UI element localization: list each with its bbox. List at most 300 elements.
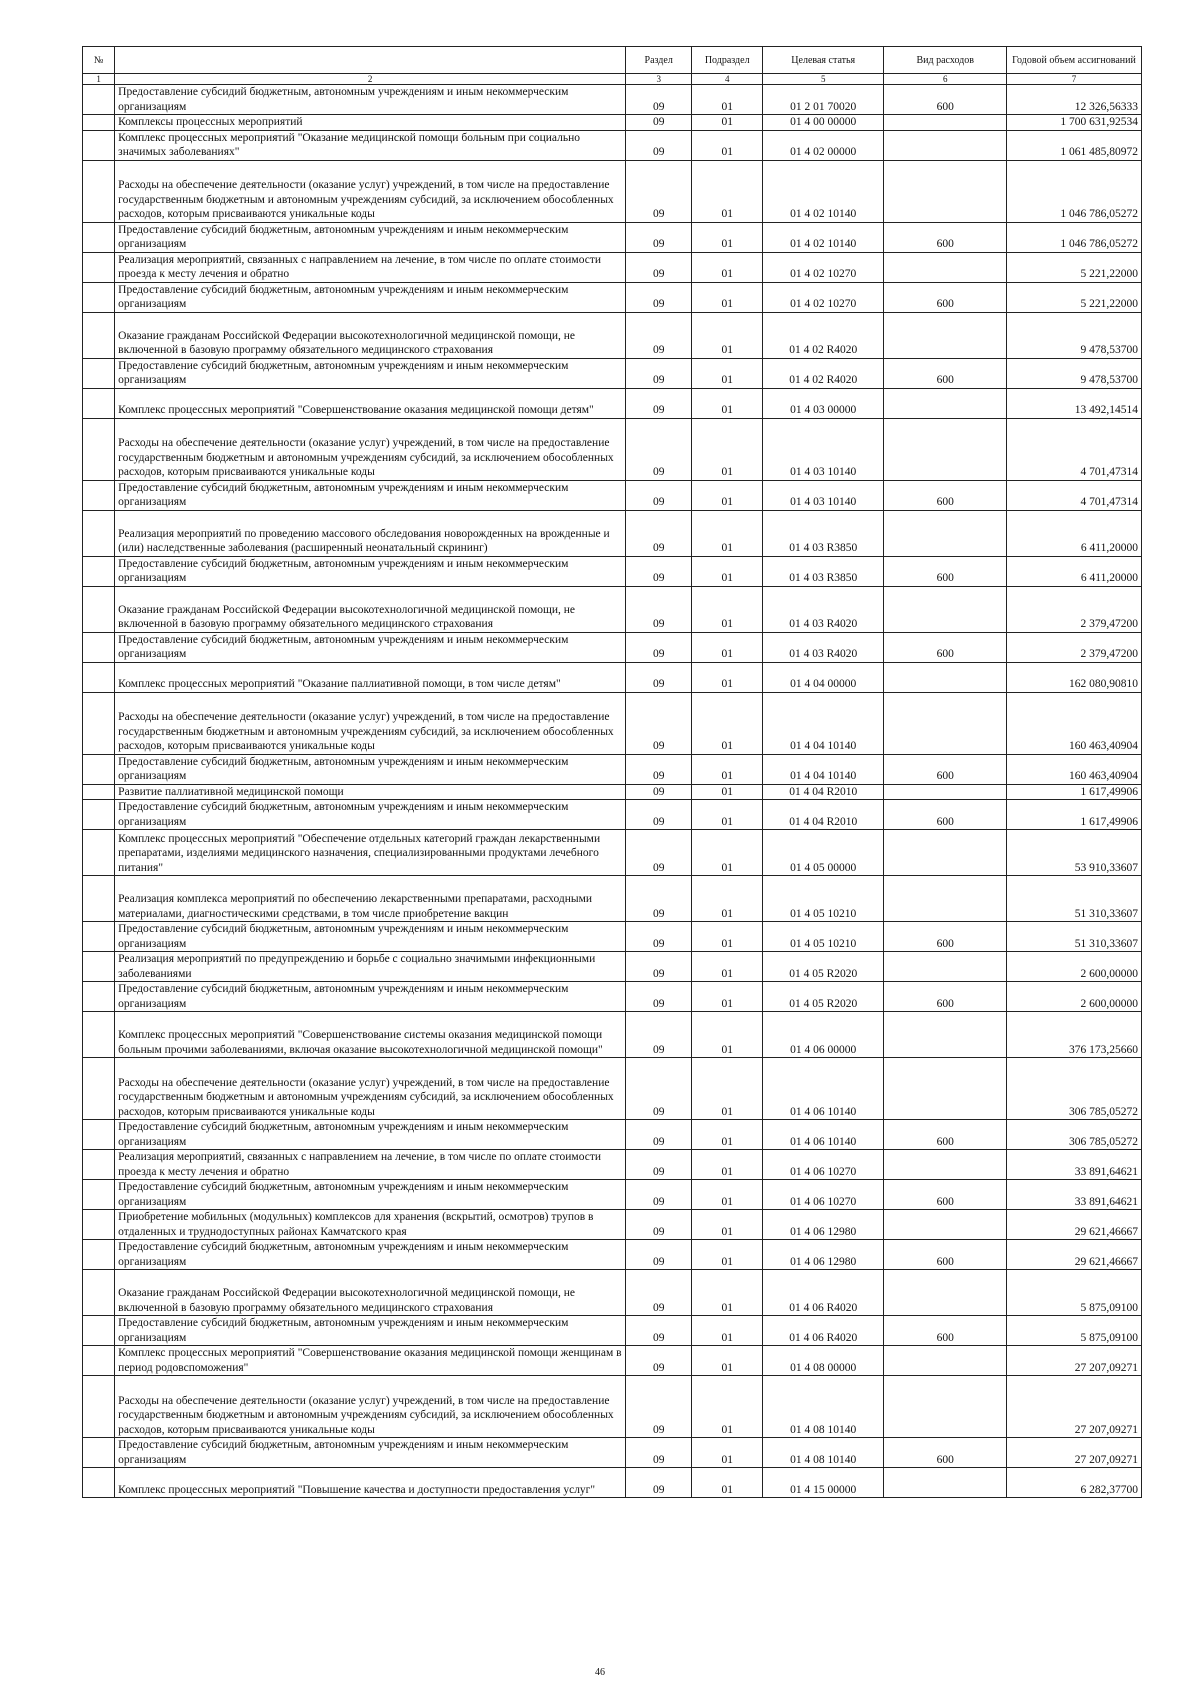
table-row [83, 358, 1142, 388]
expense-type-code [884, 1346, 1007, 1376]
header-annual-volume: Годовой объем ассигнований [1006, 47, 1141, 74]
target-article-code: 01 4 06 10270 [763, 1150, 884, 1180]
target-article-code: 01 4 04 10140 [763, 754, 884, 784]
item-name: Предоставление субсидий бюджетным, автономным учреждениям и иным некоммерческим организациям [115, 222, 626, 252]
section-code: 09 [625, 662, 691, 692]
item-name: Реализация мероприятий, связанных с направлением на лечение, в том числе по оплате стоимости проезда к месту лечения и обратно [115, 252, 626, 282]
column-number: 1 [83, 74, 115, 85]
row-number-cell [83, 480, 115, 510]
target-article-code: 01 4 05 10210 [763, 876, 884, 922]
section-code: 09 [625, 510, 691, 556]
subsection-code: 01 [692, 1012, 763, 1058]
target-article-code: 01 4 02 10140 [763, 222, 884, 252]
annual-amount: 162 080,90810 [1006, 662, 1141, 692]
annual-amount: 29 621,46667 [1006, 1240, 1141, 1270]
row-number-cell [83, 754, 115, 784]
annual-amount: 33 891,64621 [1006, 1180, 1141, 1210]
section-code: 09 [625, 922, 691, 952]
subsection-code: 01 [692, 1270, 763, 1316]
target-article-code: 01 4 02 10270 [763, 252, 884, 282]
annual-amount: 5 875,09100 [1006, 1270, 1141, 1316]
row-number-cell [83, 282, 115, 312]
annual-amount: 2 379,47200 [1006, 632, 1141, 662]
subsection-code: 01 [692, 556, 763, 586]
expense-type-code [884, 784, 1007, 800]
row-number-cell [83, 800, 115, 830]
subsection-code: 01 [692, 388, 763, 418]
section-code: 09 [625, 1058, 691, 1120]
subsection-code: 01 [692, 1240, 763, 1270]
annual-amount: 6 411,20000 [1006, 556, 1141, 586]
annual-amount: 13 492,14514 [1006, 388, 1141, 418]
row-number-cell [83, 252, 115, 282]
section-code: 09 [625, 480, 691, 510]
target-article-code: 01 4 03 00000 [763, 388, 884, 418]
table-row [83, 830, 1142, 876]
table-row [83, 1058, 1142, 1120]
target-article-code: 01 4 08 10140 [763, 1376, 884, 1438]
row-number-cell [83, 85, 115, 115]
annual-amount: 5 221,22000 [1006, 252, 1141, 282]
expense-type-code: 600 [884, 480, 1007, 510]
expense-type-code: 600 [884, 556, 1007, 586]
annual-amount: 2 600,00000 [1006, 952, 1141, 982]
target-article-code: 01 4 05 00000 [763, 830, 884, 876]
section-code: 09 [625, 632, 691, 662]
section-code: 09 [625, 282, 691, 312]
expense-type-code: 600 [884, 222, 1007, 252]
section-code: 09 [625, 692, 691, 754]
target-article-code: 01 4 06 12980 [763, 1240, 884, 1270]
expense-type-code [884, 1058, 1007, 1120]
expense-type-code [884, 1270, 1007, 1316]
row-number-cell [83, 1058, 115, 1120]
target-article-code: 01 4 05 R2020 [763, 952, 884, 982]
target-article-code: 01 4 02 10270 [763, 282, 884, 312]
expense-type-code [884, 252, 1007, 282]
table-body [83, 85, 1142, 1498]
table-row [83, 982, 1142, 1012]
section-code: 09 [625, 1316, 691, 1346]
row-number-cell [83, 1376, 115, 1438]
expense-type-code: 600 [884, 282, 1007, 312]
annual-amount: 1 046 786,05272 [1006, 160, 1141, 222]
target-article-code: 01 4 06 10140 [763, 1120, 884, 1150]
item-name: Комплекс процессных мероприятий "Оказание медицинской помощи больным при социально значимых заболеваниях" [115, 130, 626, 160]
section-code: 09 [625, 1180, 691, 1210]
column-number: 4 [692, 74, 763, 85]
subsection-code: 01 [692, 800, 763, 830]
target-article-code: 01 4 06 00000 [763, 1012, 884, 1058]
table-row [83, 115, 1142, 131]
expense-type-code: 600 [884, 1180, 1007, 1210]
table-row [83, 1240, 1142, 1270]
subsection-code: 01 [692, 586, 763, 632]
target-article-code: 01 4 00 00000 [763, 115, 884, 131]
target-article-code: 01 4 03 R4020 [763, 632, 884, 662]
subsection-code: 01 [692, 358, 763, 388]
expense-type-code: 600 [884, 85, 1007, 115]
row-number-cell [83, 388, 115, 418]
row-number-cell [83, 130, 115, 160]
item-name: Расходы на обеспечение деятельности (оказание услуг) учреждений, в том числе на предоставление государственным бюджетным и автономным учреждениям субсидий, за исключением обособленных расходов, которым присваиваются уникальные коды [115, 692, 626, 754]
annual-amount: 160 463,40904 [1006, 754, 1141, 784]
row-number-cell [83, 1270, 115, 1316]
item-name: Предоставление субсидий бюджетным, автономным учреждениям и иным некоммерческим организациям [115, 358, 626, 388]
table-row [83, 282, 1142, 312]
expense-type-code [884, 510, 1007, 556]
section-code: 09 [625, 1376, 691, 1438]
target-article-code: 01 4 02 R4020 [763, 312, 884, 358]
row-number-cell [83, 312, 115, 358]
table-row [83, 1468, 1142, 1498]
annual-amount: 9 478,53700 [1006, 312, 1141, 358]
target-article-code: 01 4 03 R3850 [763, 556, 884, 586]
page-number: 46 [595, 1667, 605, 1678]
row-number-cell [83, 1346, 115, 1376]
expense-type-code: 600 [884, 632, 1007, 662]
row-number-cell [83, 876, 115, 922]
item-name: Предоставление субсидий бюджетным, автономным учреждениям и иным некоммерческим организациям [115, 632, 626, 662]
subsection-code: 01 [692, 1150, 763, 1180]
document-page [82, 46, 1142, 1498]
row-number-cell [83, 1012, 115, 1058]
table-row [83, 222, 1142, 252]
target-article-code: 01 4 02 10140 [763, 160, 884, 222]
subsection-code: 01 [692, 876, 763, 922]
item-name: Оказание гражданам Российской Федерации высокотехнологичной медицинской помощи, не включенной в базовую программу обязательного медицинского страхования [115, 312, 626, 358]
target-article-code: 01 4 06 10140 [763, 1058, 884, 1120]
table-row [83, 1150, 1142, 1180]
annual-amount: 27 207,09271 [1006, 1346, 1141, 1376]
table-row [83, 1180, 1142, 1210]
target-article-code: 01 4 04 R2010 [763, 800, 884, 830]
section-code: 09 [625, 1120, 691, 1150]
item-name: Реализация мероприятий по предупреждению и борьбе с социально значимыми инфекционными заболеваниями [115, 952, 626, 982]
expense-type-code [884, 876, 1007, 922]
row-number-cell [83, 1240, 115, 1270]
annual-amount: 9 478,53700 [1006, 358, 1141, 388]
expense-type-code [884, 830, 1007, 876]
item-name: Реализация комплекса мероприятий по обеспечению лекарственными препаратами, расходными материалами, диагностическими средствами, в том числе приобретение вакцин [115, 876, 626, 922]
column-number: 6 [884, 74, 1007, 85]
table-row [83, 130, 1142, 160]
expense-type-code: 600 [884, 1316, 1007, 1346]
subsection-code: 01 [692, 130, 763, 160]
row-number-cell [83, 662, 115, 692]
annual-amount: 4 701,47314 [1006, 480, 1141, 510]
subsection-code: 01 [692, 1468, 763, 1498]
subsection-code: 01 [692, 1120, 763, 1150]
subsection-code: 01 [692, 1058, 763, 1120]
target-article-code: 01 4 02 R4020 [763, 358, 884, 388]
annual-amount: 306 785,05272 [1006, 1058, 1141, 1120]
table-row [83, 1012, 1142, 1058]
item-name: Оказание гражданам Российской Федерации высокотехнологичной медицинской помощи, не включенной в базовую программу обязательного медицинского страхования [115, 586, 626, 632]
section-code: 09 [625, 115, 691, 131]
section-code: 09 [625, 784, 691, 800]
column-number: 7 [1006, 74, 1141, 85]
table-row [83, 922, 1142, 952]
row-number-cell [83, 1316, 115, 1346]
header-name [115, 47, 626, 74]
subsection-code: 01 [692, 922, 763, 952]
header-subsection: Подраздел [692, 47, 763, 74]
table-row [83, 388, 1142, 418]
table-row [83, 418, 1142, 480]
target-article-code: 01 4 06 10270 [763, 1180, 884, 1210]
item-name: Расходы на обеспечение деятельности (оказание услуг) учреждений, в том числе на предоставление государственным бюджетным и автономным учреждениям субсидий, за исключением обособленных расходов, которым присваиваются уникальные коды [115, 160, 626, 222]
section-code: 09 [625, 1210, 691, 1240]
item-name: Предоставление субсидий бюджетным, автономным учреждениям и иным некоммерческим организациям [115, 480, 626, 510]
row-number-cell [83, 510, 115, 556]
section-code: 09 [625, 556, 691, 586]
target-article-code: 01 4 08 10140 [763, 1438, 884, 1468]
table-row [83, 1346, 1142, 1376]
section-code: 09 [625, 130, 691, 160]
subsection-code: 01 [692, 1210, 763, 1240]
annual-amount: 51 310,33607 [1006, 922, 1141, 952]
table-row [83, 480, 1142, 510]
subsection-code: 01 [692, 480, 763, 510]
item-name: Оказание гражданам Российской Федерации высокотехнологичной медицинской помощи, не включенной в базовую программу обязательного медицинского страхования [115, 1270, 626, 1316]
header-target: Целевая статья [763, 47, 884, 74]
section-code: 09 [625, 754, 691, 784]
table-row [83, 1120, 1142, 1150]
column-number-row [83, 74, 1142, 85]
expense-type-code [884, 1468, 1007, 1498]
header-expense-type: Вид расходов [884, 47, 1007, 74]
table-row [83, 1376, 1142, 1438]
subsection-code: 01 [692, 115, 763, 131]
item-name: Предоставление субсидий бюджетным, автономным учреждениям и иным некоммерческим организациям [115, 1438, 626, 1468]
column-number: 5 [763, 74, 884, 85]
subsection-code: 01 [692, 252, 763, 282]
target-article-code: 01 4 03 R3850 [763, 510, 884, 556]
table-row [83, 784, 1142, 800]
annual-amount: 5 221,22000 [1006, 282, 1141, 312]
section-code: 09 [625, 952, 691, 982]
budget-table [82, 46, 1142, 1498]
annual-amount: 12 326,56333 [1006, 85, 1141, 115]
target-article-code: 01 4 05 R2020 [763, 982, 884, 1012]
table-row [83, 252, 1142, 282]
section-code: 09 [625, 586, 691, 632]
annual-amount: 2 600,00000 [1006, 982, 1141, 1012]
row-number-cell [83, 1180, 115, 1210]
item-name: Предоставление субсидий бюджетным, автономным учреждениям и иным некоммерческим организациям [115, 982, 626, 1012]
target-article-code: 01 4 04 00000 [763, 662, 884, 692]
subsection-code: 01 [692, 222, 763, 252]
item-name: Расходы на обеспечение деятельности (оказание услуг) учреждений, в том числе на предоставление государственным бюджетным и автономным учреждениям субсидий, за исключением обособленных расходов, которым присваиваются уникальные коды [115, 418, 626, 480]
subsection-code: 01 [692, 1376, 763, 1438]
item-name: Комплекс процессных мероприятий "Обеспечение отдельных категорий граждан лекарственными препаратами, изделиями медицинского назначения, специализированными продуктами лечебного питания" [115, 830, 626, 876]
expense-type-code [884, 1012, 1007, 1058]
table-row [83, 586, 1142, 632]
expense-type-code: 600 [884, 922, 1007, 952]
annual-amount: 27 207,09271 [1006, 1376, 1141, 1438]
row-number-cell [83, 358, 115, 388]
target-article-code: 01 4 05 10210 [763, 922, 884, 952]
section-code: 09 [625, 222, 691, 252]
row-number-cell [83, 1120, 115, 1150]
subsection-code: 01 [692, 312, 763, 358]
item-name: Расходы на обеспечение деятельности (оказание услуг) учреждений, в том числе на предоставление государственным бюджетным и автономным учреждениям субсидий, за исключением обособленных расходов, которым присваиваются уникальные коды [115, 1058, 626, 1120]
header-num: № [83, 47, 115, 74]
item-name: Предоставление субсидий бюджетным, автономным учреждениям и иным некоммерческим организациям [115, 85, 626, 115]
table-row [83, 1316, 1142, 1346]
header-row [83, 47, 1142, 74]
row-number-cell [83, 692, 115, 754]
row-number-cell [83, 922, 115, 952]
row-number-cell [83, 982, 115, 1012]
section-code: 09 [625, 1012, 691, 1058]
section-code: 09 [625, 1270, 691, 1316]
item-name: Комплекс процессных мероприятий "Оказание паллиативной помощи, в том числе детям" [115, 662, 626, 692]
expense-type-code: 600 [884, 982, 1007, 1012]
table-row [83, 556, 1142, 586]
annual-amount: 1 700 631,92534 [1006, 115, 1141, 131]
row-number-cell [83, 1210, 115, 1240]
subsection-code: 01 [692, 1316, 763, 1346]
annual-amount: 1 617,49906 [1006, 784, 1141, 800]
item-name: Комплекс процессных мероприятий "Повышение качества и доступности предоставления услуг" [115, 1468, 626, 1498]
expense-type-code [884, 388, 1007, 418]
subsection-code: 01 [692, 662, 763, 692]
row-number-cell [83, 222, 115, 252]
section-code: 09 [625, 1346, 691, 1376]
section-code: 09 [625, 388, 691, 418]
row-number-cell [83, 952, 115, 982]
row-number-cell [83, 418, 115, 480]
annual-amount: 5 875,09100 [1006, 1316, 1141, 1346]
subsection-code: 01 [692, 282, 763, 312]
item-name: Комплекс процессных мероприятий "Совершенствование системы оказания медицинской помощи больным прочими заболеваниями, включая оказание высокотехнологичной медицинской помощи" [115, 1012, 626, 1058]
expense-type-code [884, 586, 1007, 632]
expense-type-code: 600 [884, 800, 1007, 830]
subsection-code: 01 [692, 692, 763, 754]
row-number-cell [83, 632, 115, 662]
item-name: Комплекс процессных мероприятий "Совершенствование оказания медицинской помощи детям" [115, 388, 626, 418]
expense-type-code: 600 [884, 358, 1007, 388]
annual-amount: 1 617,49906 [1006, 800, 1141, 830]
target-article-code: 01 4 04 10140 [763, 692, 884, 754]
section-code: 09 [625, 358, 691, 388]
table-row [83, 632, 1142, 662]
section-code: 09 [625, 252, 691, 282]
table-row [83, 876, 1142, 922]
annual-amount: 53 910,33607 [1006, 830, 1141, 876]
item-name: Реализация мероприятий по проведению массового обследования новорожденных на врожденные и (или) наследственные заболевания (расширенный неонатальный скрининг) [115, 510, 626, 556]
annual-amount: 1 061 485,80972 [1006, 130, 1141, 160]
annual-amount: 6 282,37700 [1006, 1468, 1141, 1498]
table-row [83, 85, 1142, 115]
table-row [83, 510, 1142, 556]
expense-type-code: 600 [884, 754, 1007, 784]
subsection-code: 01 [692, 1438, 763, 1468]
target-article-code: 01 2 01 70020 [763, 85, 884, 115]
subsection-code: 01 [692, 418, 763, 480]
item-name: Предоставление субсидий бюджетным, автономным учреждениям и иным некоммерческим организациям [115, 1120, 626, 1150]
subsection-code: 01 [692, 632, 763, 662]
subsection-code: 01 [692, 982, 763, 1012]
item-name: Расходы на обеспечение деятельности (оказание услуг) учреждений, в том числе на предоставление государственным бюджетным и автономным учреждениям субсидий, за исключением обособленных расходов, которым присваиваются уникальные коды [115, 1376, 626, 1438]
section-code: 09 [625, 982, 691, 1012]
section-code: 09 [625, 85, 691, 115]
column-number: 2 [115, 74, 626, 85]
expense-type-code [884, 662, 1007, 692]
expense-type-code [884, 692, 1007, 754]
subsection-code: 01 [692, 1180, 763, 1210]
annual-amount: 4 701,47314 [1006, 418, 1141, 480]
target-article-code: 01 4 02 00000 [763, 130, 884, 160]
expense-type-code [884, 312, 1007, 358]
expense-type-code [884, 115, 1007, 131]
annual-amount: 376 173,25660 [1006, 1012, 1141, 1058]
table-row [83, 160, 1142, 222]
subsection-code: 01 [692, 754, 763, 784]
expense-type-code [884, 1376, 1007, 1438]
annual-amount: 51 310,33607 [1006, 876, 1141, 922]
item-name: Предоставление субсидий бюджетным, автономным учреждениям и иным некоммерческим организациям [115, 800, 626, 830]
target-article-code: 01 4 03 10140 [763, 480, 884, 510]
item-name: Предоставление субсидий бюджетным, автономным учреждениям и иным некоммерческим организациям [115, 1180, 626, 1210]
target-article-code: 01 4 03 10140 [763, 418, 884, 480]
table-row [83, 312, 1142, 358]
subsection-code: 01 [692, 510, 763, 556]
annual-amount: 160 463,40904 [1006, 692, 1141, 754]
target-article-code: 01 4 08 00000 [763, 1346, 884, 1376]
annual-amount: 33 891,64621 [1006, 1150, 1141, 1180]
subsection-code: 01 [692, 830, 763, 876]
expense-type-code [884, 1210, 1007, 1240]
item-name: Предоставление субсидий бюджетным, автономным учреждениям и иным некоммерческим организациям [115, 1240, 626, 1270]
item-name: Комплекс процессных мероприятий "Совершенствование оказания медицинской помощи женщинам в период родовспоможения" [115, 1346, 626, 1376]
target-article-code: 01 4 15 00000 [763, 1468, 884, 1498]
expense-type-code [884, 418, 1007, 480]
subsection-code: 01 [692, 784, 763, 800]
expense-type-code [884, 1150, 1007, 1180]
expense-type-code [884, 130, 1007, 160]
row-number-cell [83, 784, 115, 800]
section-code: 09 [625, 1438, 691, 1468]
annual-amount: 29 621,46667 [1006, 1210, 1141, 1240]
table-row [83, 1270, 1142, 1316]
row-number-cell [83, 115, 115, 131]
table-row [83, 1438, 1142, 1468]
item-name: Предоставление субсидий бюджетным, автономным учреждениям и иным некоммерческим организациям [115, 922, 626, 952]
subsection-code: 01 [692, 1346, 763, 1376]
table-row [83, 662, 1142, 692]
item-name: Предоставление субсидий бюджетным, автономным учреждениям и иным некоммерческим организациям [115, 282, 626, 312]
item-name: Комплексы процессных мероприятий [115, 115, 626, 131]
section-code: 09 [625, 1240, 691, 1270]
table-row [83, 754, 1142, 784]
annual-amount: 1 046 786,05272 [1006, 222, 1141, 252]
item-name: Предоставление субсидий бюджетным, автономным учреждениям и иным некоммерческим организациям [115, 1316, 626, 1346]
subsection-code: 01 [692, 85, 763, 115]
row-number-cell [83, 1438, 115, 1468]
target-article-code: 01 4 06 12980 [763, 1210, 884, 1240]
row-number-cell [83, 160, 115, 222]
section-code: 09 [625, 800, 691, 830]
target-article-code: 01 4 06 R4020 [763, 1270, 884, 1316]
annual-amount: 2 379,47200 [1006, 586, 1141, 632]
section-code: 09 [625, 830, 691, 876]
expense-type-code [884, 952, 1007, 982]
annual-amount: 6 411,20000 [1006, 510, 1141, 556]
item-name: Предоставление субсидий бюджетным, автономным учреждениям и иным некоммерческим организациям [115, 556, 626, 586]
